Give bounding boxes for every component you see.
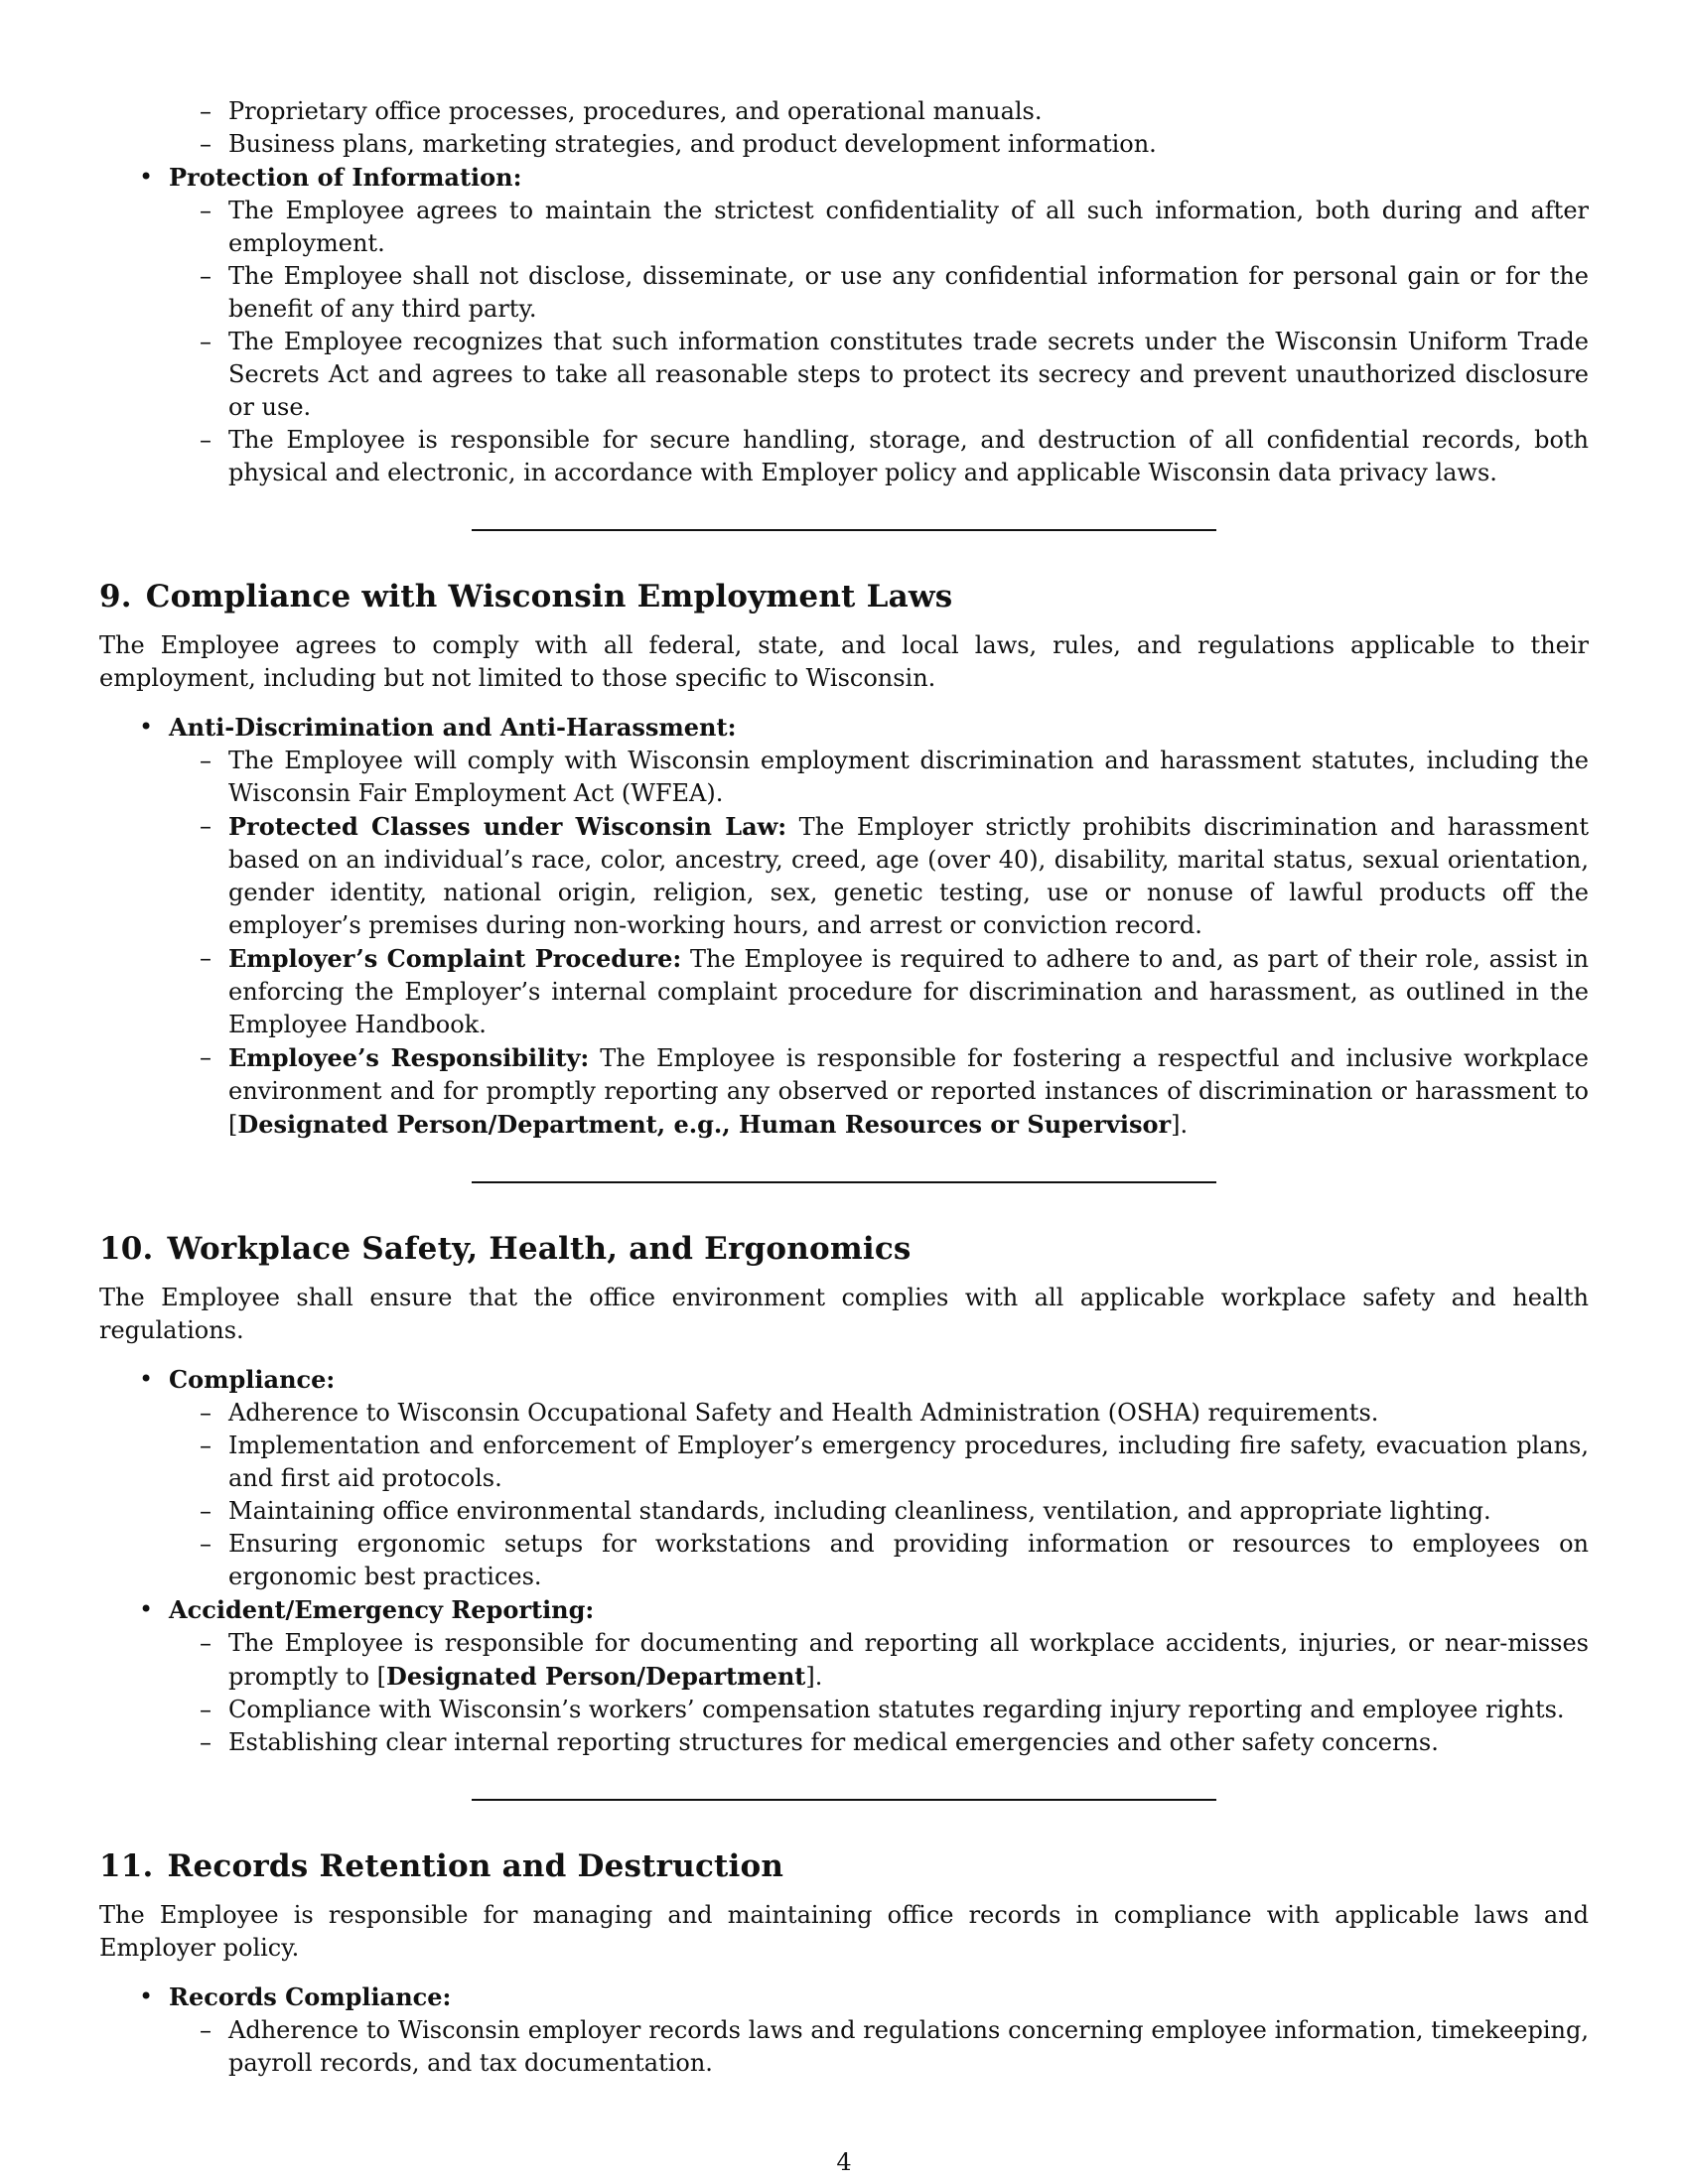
- section-11-intro: The Employee is responsible for managing and maintaining office records in compliance with applicable laws and Employer policy.: [99, 1901, 1589, 1962]
- dash-marker: –: [200, 812, 211, 840]
- section-title: Records Retention and Destruction: [167, 1848, 784, 1884]
- section-9-heading: [99, 577, 1589, 616]
- item-label: Employer’s Complaint Procedure:: [228, 944, 682, 973]
- section-9-intro: The Employee agrees to comply with all federal, state, and local laws, rules, and regulations applicable to their employment, including but not limited to those specific to Wisconsin.: [99, 631, 1589, 692]
- list-item: [99, 95, 1589, 128]
- list-item: [99, 745, 1589, 810]
- section-10-list: [99, 1363, 1589, 1759]
- bullet-heading: Accident/Emergency Reporting:: [169, 1595, 595, 1624]
- list-item-text: Proprietary office processes, procedures, and operational manuals.: [228, 97, 1043, 125]
- dash-marker: –: [200, 130, 211, 158]
- document-content: [99, 95, 1589, 2080]
- section-title: Compliance with Wisconsin Employment Laws: [145, 579, 953, 614]
- list-item-text: Ensuring ergonomic setups for workstations and providing information or resources to employees on ergonomic best practices.: [228, 1530, 1589, 1590]
- list-item: [99, 260, 1589, 326]
- section-title: Workplace Safety, Health, and Ergonomics: [167, 1231, 912, 1267]
- list-item: [99, 1528, 1589, 1593]
- list-item-text: Adherence to Wisconsin Occupational Safety and Health Administration (OSHA) requirements.: [228, 1399, 1379, 1427]
- bullet-marker: •: [139, 1982, 154, 2010]
- dash-marker: –: [200, 426, 211, 454]
- section-divider: [472, 1799, 1216, 1801]
- list-item-text: Implementation and enforcement of Employer’s emergency procedures, including fire safety, evacuation plans, and first aid protocols.: [228, 1432, 1589, 1492]
- anti-discrimination-items: [99, 745, 1589, 1142]
- list-item: [99, 1397, 1589, 1430]
- bullet-marker: •: [139, 713, 154, 741]
- dash-marker: –: [200, 328, 211, 355]
- bullet-heading: Records Compliance:: [169, 1982, 452, 2011]
- item-label: Protected Classes under Wisconsin Law:: [228, 812, 787, 841]
- dash-marker: –: [200, 1432, 211, 1459]
- section-divider: [472, 529, 1216, 531]
- list-item-text: The Employee is responsible for documenting and reporting all workplace accidents, injuries, or near-misses promptly to [: [228, 1629, 1589, 1691]
- list-item: [99, 1694, 1589, 1726]
- list-item-text-end: ].: [805, 1663, 823, 1691]
- section-divider: [472, 1181, 1216, 1183]
- list-item: [99, 2014, 1589, 2080]
- dash-marker: –: [200, 1530, 211, 1558]
- list-item: [99, 1627, 1589, 1694]
- list-item-text: The Employee agrees to maintain the strictest confidentiality of all such information, both during and after employment.: [228, 197, 1589, 257]
- dash-marker: –: [200, 2016, 211, 2044]
- bullet-marker: •: [139, 1595, 154, 1623]
- section-number: 11.: [99, 1848, 154, 1884]
- list-item-text: The Employee recognizes that such information constitutes trade secrets under the Wisconsin Uniform Trade Secrets Act and agrees to take all reasonable steps to protect its secrecy and prevent unauthorized disclosure or use.: [228, 328, 1589, 421]
- list-item: [99, 942, 1589, 1041]
- list-item: [99, 195, 1589, 260]
- dash-marker: –: [200, 1629, 211, 1657]
- section-11-heading: [99, 1846, 1589, 1886]
- section-11-list: [99, 1980, 1589, 2080]
- list-item: [99, 128, 1589, 161]
- protection-list: [99, 161, 1589, 489]
- list-item: [99, 810, 1589, 942]
- accident-items: [99, 1627, 1589, 1759]
- records-items: [99, 2014, 1589, 2080]
- list-item: [99, 1495, 1589, 1528]
- dash-marker: –: [200, 747, 211, 774]
- placeholder-text: Designated Person/Department: [386, 1662, 806, 1691]
- list-item-text: The Employee is required to adhere to and, as part of their role, assist in enforcing the Employer’s internal complaint procedure for discrimination and harassment, as outlined in the Employee Handbook.: [228, 945, 1590, 1038]
- list-item-text: Establishing clear internal reporting structures for medical emergencies and other safety concerns.: [228, 1728, 1439, 1756]
- list-item-text: Adherence to Wisconsin employer records laws and regulations concerning employee information, timekeeping, payroll records, and tax documentation.: [228, 2016, 1589, 2077]
- list-item-text: Business plans, marketing strategies, and product development information.: [228, 130, 1157, 158]
- list-item-text: The Employee is responsible for secure handling, storage, and destruction of all confidential records, both physical and electronic, in accordance with Employer policy and applicable Wisconsin data privacy laws.: [228, 426, 1589, 486]
- section-number: 10.: [99, 1231, 154, 1267]
- bullet-anti-discrimination: [99, 711, 1589, 1142]
- list-item: [99, 424, 1589, 489]
- bullet-heading: Protection of Information:: [169, 163, 522, 192]
- list-item: [99, 1430, 1589, 1495]
- item-label: Employee’s Responsibility:: [228, 1043, 590, 1072]
- dash-marker: –: [200, 262, 211, 290]
- list-item-text: Maintaining office environmental standards, including cleanliness, ventilation, and appropriate lighting.: [228, 1497, 1491, 1525]
- dash-marker: –: [200, 944, 211, 972]
- bullet-marker: •: [139, 163, 154, 191]
- dash-marker: –: [200, 1728, 211, 1756]
- bullet-compliance: [99, 1363, 1589, 1593]
- dash-marker: –: [200, 1497, 211, 1525]
- section-10-intro: The Employee shall ensure that the office environment complies with all applicable workplace safety and health regulations.: [99, 1284, 1589, 1344]
- bullet-heading: Anti-Discrimination and Anti-Harassment:: [169, 713, 737, 742]
- list-item-text: The Employee shall not disclose, disseminate, or use any confidential information for personal gain or for the benefit of any third party.: [228, 262, 1589, 323]
- placeholder-text: Designated Person/Department, e.g., Human Resources or Supervisor: [237, 1110, 1172, 1139]
- list-item-text: The Employee is responsible for fostering a respectful and inclusive workplace environment and for promptly reporting any observed or reported instances of discrimination or harassment to [: [228, 1044, 1589, 1139]
- intro-list: [99, 95, 1589, 161]
- bullet-heading: Compliance:: [169, 1365, 336, 1394]
- dash-marker: –: [200, 197, 211, 224]
- bullet-marker: •: [139, 1365, 154, 1393]
- bullet-protection: [99, 161, 1589, 489]
- list-item-text: The Employer strictly prohibits discrimination and harassment based on an individual’s race, color, ancestry, creed, age (over 40), disability, marital status, sexual orientation, gender identity, national origin, religion, sex, genetic testing, use or nonuse of lawful products off the employer’s premises during non-working hours, and arrest or conviction record.: [228, 813, 1589, 939]
- section-9-list: [99, 711, 1589, 1142]
- dash-marker: –: [200, 97, 211, 125]
- compliance-items: [99, 1397, 1589, 1593]
- bullet-records-compliance: [99, 1980, 1589, 2080]
- section-10-heading: [99, 1229, 1589, 1269]
- protection-items: [99, 195, 1589, 489]
- list-item: [99, 326, 1589, 424]
- dash-marker: –: [200, 1043, 211, 1071]
- dash-marker: –: [200, 1399, 211, 1427]
- bullet-accident-reporting: [99, 1593, 1589, 1759]
- list-item-text: The Employee will comply with Wisconsin employment discrimination and harassment statutes, including the Wisconsin Fair Employment Act (WFEA).: [228, 747, 1589, 807]
- list-item-text-end: ].: [1171, 1111, 1189, 1139]
- list-item: [99, 1041, 1589, 1142]
- list-item: [99, 1726, 1589, 1759]
- page-number: 4: [836, 2148, 852, 2176]
- section-number: 9.: [99, 579, 132, 614]
- list-item-text: Compliance with Wisconsin’s workers’ compensation statutes regarding injury reporting and employee rights.: [228, 1696, 1565, 1723]
- dash-marker: –: [200, 1696, 211, 1723]
